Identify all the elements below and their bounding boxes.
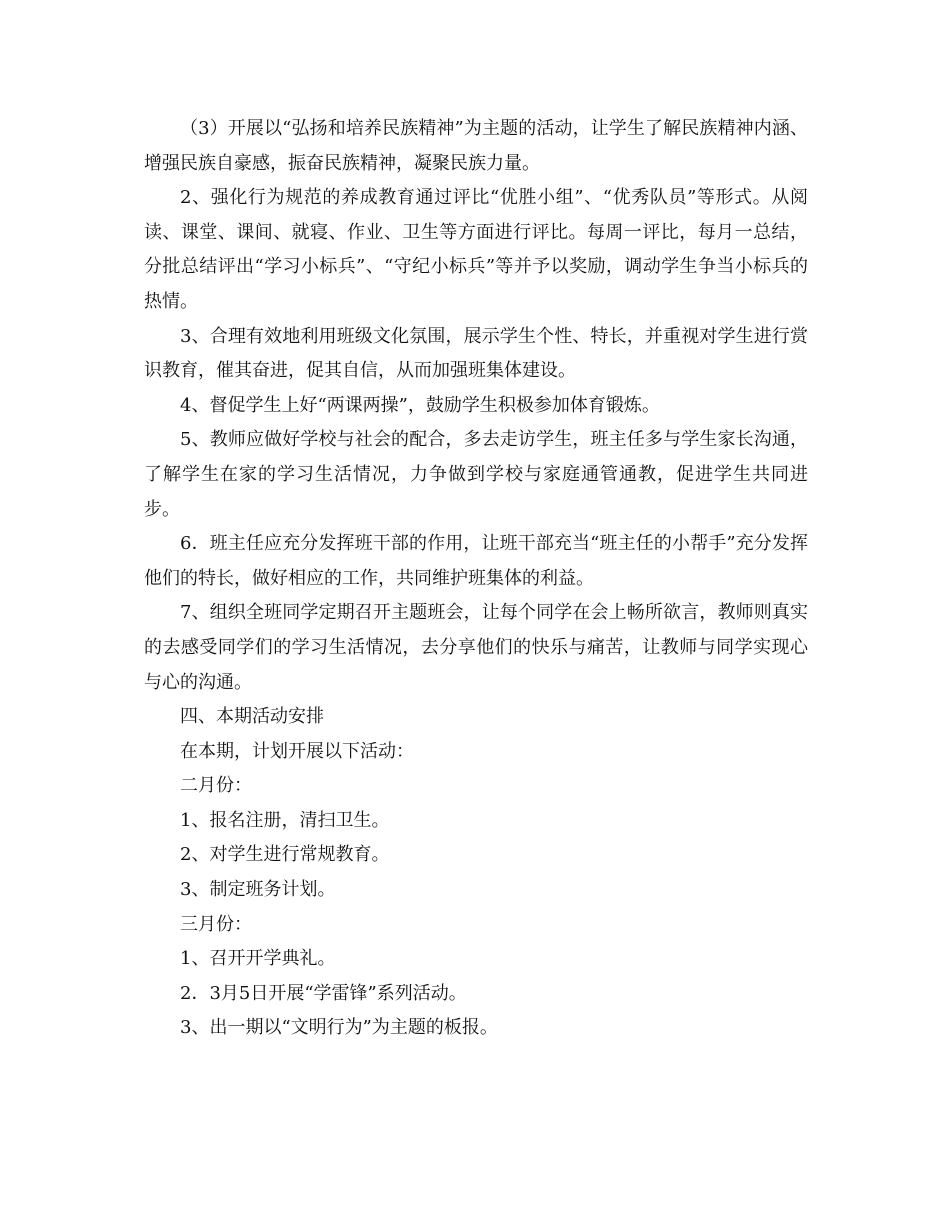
list-item: 1、召开开学典礼。 bbox=[180, 948, 336, 970]
paragraph-behavior-norms: 2、强化行为规范的养成教育通过评比“优胜小组”、“优秀队员”等形式。从阅读、课堂、课间、就寝、作业、卫生等方面进行评比。每周一评比，每月一总结，分批总结评出“学习小标兵”、“守纪小标兵”等并予以奖励，调动学生争当小标兵的热情。 bbox=[144, 187, 808, 312]
list-item: 3、制定班务计划。 bbox=[180, 879, 336, 901]
list-item: 2、对学生进行常规教育。 bbox=[180, 844, 390, 866]
paragraph-class-cadres: 6．班主任应充分发挥班干部的作用，让班干部充当“班主任的小帮手”充分发挥他们的特长，做好相应的工作，共同维护班集体的利益。 bbox=[144, 533, 808, 589]
paragraph-plan-intro: 在本期，计划开展以下活动： bbox=[180, 740, 414, 762]
month-heading-march: 三月份： bbox=[180, 913, 252, 935]
section-heading-activities: 四、本期活动安排 bbox=[180, 706, 324, 728]
paragraph-activity-3: （3）开展以“弘扬和培养民族精神”为主题的活动，让学生了解民族精神内涵、增强民族自豪感，振奋民族精神，凝聚民族力量。 bbox=[144, 118, 808, 174]
paragraph-class-meeting: 7、组织全班同学定期召开主题班会，让每个同学在会上畅所欲言，教师则真实的去感受同学们的学习生活情况，去分享他们的快乐与痛苦，让教师与同学实现心与心的沟通。 bbox=[144, 602, 808, 693]
month-heading-february: 二月份： bbox=[180, 775, 252, 797]
paragraph-class-culture: 3、合理有效地利用班级文化氛围，展示学生个性、特长，并重视对学生进行赏识教育，催其奋进，促其自信，从而加强班集体建设。 bbox=[144, 325, 808, 382]
paragraph-home-school: 5、教师应做好学校与社会的配合，多去走访学生，班主任多与学生家长沟通，了解学生在家的学习生活情况，力争做到学校与家庭通管通教，促进学生共同进步。 bbox=[144, 429, 808, 520]
list-item: 3、出一期以“文明行为”为主题的板报。 bbox=[180, 1017, 498, 1039]
list-item: 2．3月5日开展“学雷锋”系列活动。 bbox=[180, 982, 467, 1004]
list-item: 1、报名注册，清扫卫生。 bbox=[180, 809, 390, 831]
document-page bbox=[144, 112, 808, 1046]
paragraph-exercise: 4、督促学生上好“两课两操”，鼓励学生积极参加体育锻炼。 bbox=[180, 394, 660, 416]
